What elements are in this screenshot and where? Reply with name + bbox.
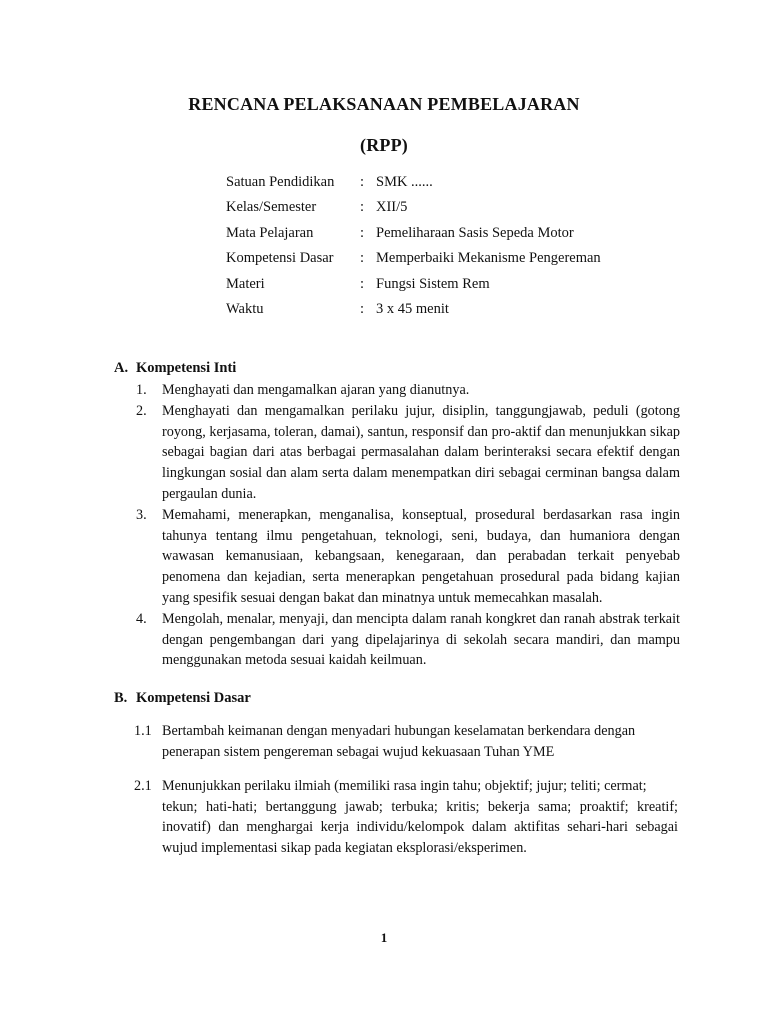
identity-value: SMK ...... [376,174,433,190]
identity-colon: : [360,174,365,190]
identity-value: 3 x 45 menit [376,300,449,317]
identity-colon: : [360,224,365,241]
identity-value: Memperbaiki Mekanisme Pengereman [376,250,601,267]
identity-value: Pemeliharaan Sasis Sepeda Motor [376,224,574,241]
identity-colon: : [360,199,365,216]
list-item [136,609,680,671]
kompetensi-inti-list [136,380,680,671]
section-letter: A. [114,360,129,376]
section-title: Kompetensi Dasar [136,690,251,706]
list-item [136,505,680,609]
section-a-heading [114,360,236,377]
list-item-text-continued: tekun; hati-hati; bertanggung jawab; terbuka; kritis; bekerja sama; proaktif; kreatif; inovatif) dan menghargai kerja individu/kelompok dalam aktifitas sehari-hari sebagai wujud implementasi sikap pada kegiatan eksplorasi/eksperimen. [162,798,678,856]
identity-label: Kompetensi Dasar [226,250,334,267]
list-item-text: Memahami, menerapkan, menganalisa, konseptual, prosedural berdasarkan rasa ingin tahunya tentang ilmu pengetahuan, teknologi, seni, budaya, dan humaniora dengan wawasan kemanusiaan, kebangsaan, kenegaraan, dan perabadan terkait penyebab penomena dan kejadian, serta menerapkan pengetahuan prosedural pada bidang kajian yang spesifik sesuai dengan bakat dan minatnya untuk memecahkan masalah. [162,506,680,606]
list-item-text-continued: penerapan sistem pengereman sebagai wujud kekuasaan Tuhan YME [162,743,555,760]
list-item-text: Menghayati dan mengamalkan perilaku jujur, disiplin, tanggungjawab, peduli (gotong royong, kerjasama, toleran, damai), santun, responsif dan pro-aktif dan menunjukkan sikap sebagai bagian dari atas berbagai permasalahan dalam berinteraksi secara efektif dengan lingkungan sosial dan alam serta dalam menempatkan diri sebagai cerminan bangsa dalam pergaulan dunia. [162,402,680,502]
list-item [136,380,680,401]
identity-label: Satuan Pendidikan [226,174,335,190]
identity-label: Kelas/Semester [226,199,317,216]
list-item-number: 1.1 [134,723,152,739]
identity-label: Waktu [226,300,264,317]
identity-colon: : [360,250,365,267]
identity-value: Fungsi Sistem Rem [376,275,490,292]
section-b-heading [114,690,251,707]
list-item-number: 1. [136,382,147,398]
section-letter: B. [114,690,128,706]
section-title: Kompetensi Inti [136,360,237,376]
list-item-number: 3. [136,506,147,523]
list-item [136,401,680,505]
list-item-number: 2.1 [134,778,152,794]
list-item-number: 2. [136,402,147,419]
list-item-text: Mengolah, menalar, menyaji, dan mencipta dalam ranah kongkret dan ranah abstrak terkait dengan pengembangan dari yang dipelajarinya di sekolah secara mandiri, dan mampu menggunakan metoda sesuai kaidah keilmuan. [162,610,680,669]
document-subtitle: (RPP) [360,135,408,155]
kompetensi-dasar-item [134,776,678,858]
kompetensi-dasar-item [134,721,678,762]
document-title: RENCANA PELAKSANAAN PEMBELAJARAN [188,94,580,114]
list-item-text: Menunjukkan perilaku ilmiah (memiliki rasa ingin tahu; objektif; jujur; teliti; cermat; [162,778,647,794]
page-number: 1 [380,930,388,945]
identity-colon: : [360,300,365,317]
identity-colon: : [360,275,365,292]
identity-label: Mata Pelajaran [226,224,314,241]
list-item-text: Menghayati dan mengamalkan ajaran yang dianutnya. [162,382,470,398]
list-item-number: 4. [136,610,147,627]
list-item-text: Bertambah keimanan dengan menyadari hubungan keselamatan berkendara dengan [162,723,636,739]
identity-value: XII/5 [376,199,408,216]
identity-label: Materi [226,275,265,292]
